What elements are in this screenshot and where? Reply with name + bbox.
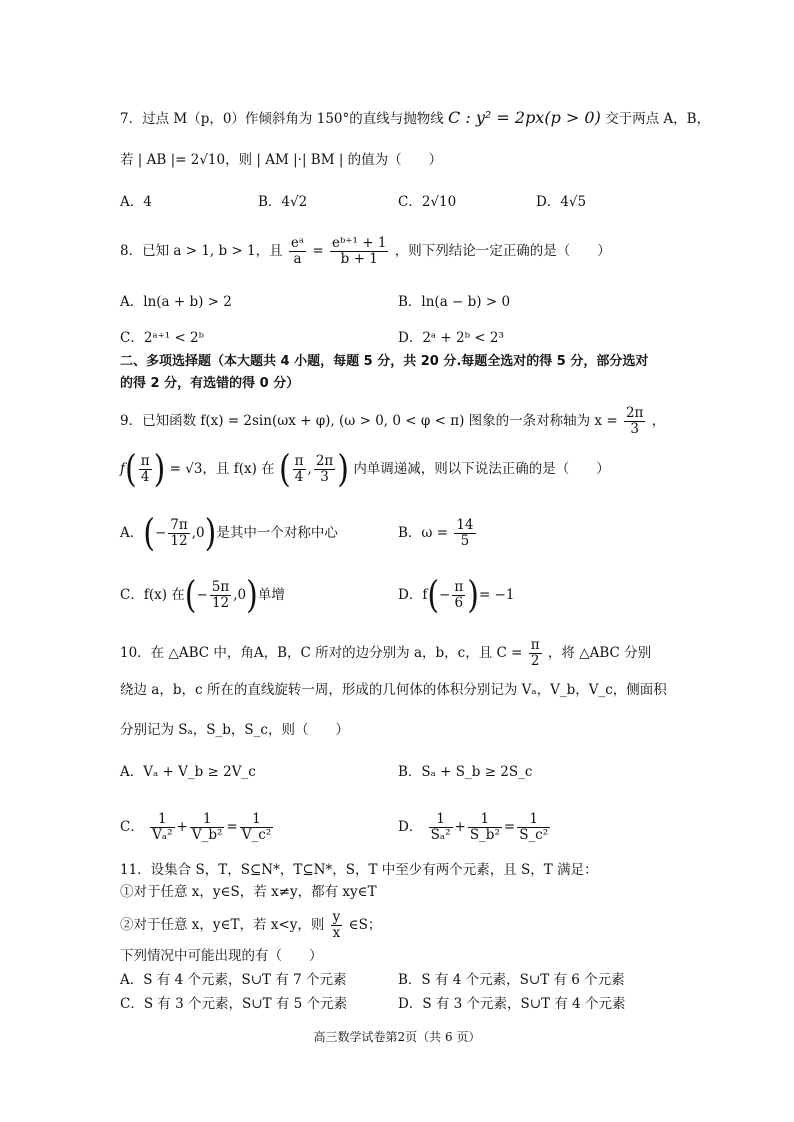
q8-stem-post: ，则下列结论一定正确的是（ ） (394, 243, 611, 259)
opt-label: C． (120, 819, 144, 835)
page-footer: 高三数学试卷第2页（共 6 页） (313, 1030, 481, 1044)
q10-option-d (398, 812, 552, 843)
frac-den: 3 (630, 421, 639, 437)
q8-option-a: A．ln(a + b) > 2 (120, 294, 232, 310)
cond2-pre: ②对于任意 x，y∈T，若 x<y，则 (120, 917, 325, 933)
frac-den: 12 (170, 533, 188, 549)
q9-stem-end: ， (651, 413, 666, 429)
q10-stem-b: ，将 △ABC 分别 (547, 645, 652, 661)
q10-stem-line1 (120, 638, 651, 669)
frac-num: 1 (190, 812, 225, 828)
q9-stem-line2: f( $\frac{\pi}{4}$ ) = √3，且 f(x) 在 ( $\frac{\pi}{4}$ , $\frac{2\pi}{3}$ ) 内单调递减，则以下说法正确的是（ ） (120, 447, 610, 491)
q11-option-a: A．S 有 4 个元素，S∪T 有 7 个元素 (120, 972, 347, 988)
q9-b-fraction (454, 518, 475, 549)
plus: + (176, 819, 188, 835)
q7-option-c: C．2√10 (398, 194, 457, 210)
q7-stem-line2: 若 | AB |= 2√10，则 | AM |·| BM | 的值为（ ） (120, 152, 443, 168)
frac-den: S_c² (519, 827, 549, 843)
frac-num: 5π (211, 579, 230, 595)
frac-num: 1 (468, 812, 502, 828)
frac-num: π (530, 637, 540, 653)
q9-d-fraction (452, 580, 465, 611)
q9-eq: = √3，且 f(x) 在 (169, 461, 275, 477)
frac-num: 1 (240, 812, 273, 828)
q9-l2-end: 内单调递减，则以下说法正确的是（ ） (353, 461, 610, 477)
frac-den: 5 (460, 533, 470, 549)
q10-stem-line3: 分别记为 Sₐ，S_b，S_c，则（ ） (120, 722, 349, 738)
frac-num: 2π (315, 453, 334, 469)
q8-option-c: C．2ᵃ⁺¹ < 2ᵇ (120, 330, 205, 346)
q10-d-frac3 (517, 812, 550, 843)
frac-num: 7π (170, 517, 188, 533)
q9-option-d: D．f(− $\frac{\pi}{6}$ )= −1 (398, 573, 515, 617)
cond2-post: ∈S； (348, 917, 382, 933)
q9-stem-line1 (120, 406, 665, 437)
q8-stem (120, 236, 611, 267)
q9-c-fraction (210, 580, 231, 611)
opt-label: D．f (398, 587, 428, 603)
q9-arg-fraction (139, 454, 152, 485)
opt-label: D． (398, 819, 423, 835)
q9-interval-b (314, 454, 335, 485)
q11-stem: 11．设集合 S，T，S⊆N*，T⊆N*，S，T 中至少有两个元素，且 S，T 满足： (120, 862, 598, 878)
q11-ask: 下列情况中可能出现的有（ ） (120, 948, 323, 964)
q11-option-d: D．S 有 3 个元素，S∪T 有 4 个元素 (398, 996, 626, 1012)
frac-num: 2π (625, 405, 644, 421)
q7-stem-text: 7．过点 M（p，0）作倾斜角为 150°的直线与抛物线 (120, 111, 444, 127)
frac-num: π (294, 453, 304, 469)
opt-text: 是其中一个对称中心 (216, 525, 338, 541)
opt-text: 单增 (257, 587, 285, 603)
frac-den: 6 (454, 595, 464, 611)
frac-den: b + 1 (340, 251, 378, 267)
q9-axis-fraction (624, 406, 645, 437)
frac-den: 3 (320, 469, 329, 485)
q8-eq: = (312, 243, 324, 259)
q11-option-c: C．S 有 3 个元素，S∪T 有 5 个元素 (120, 996, 348, 1012)
q7-option-d: D．4√5 (536, 194, 587, 210)
frac-num: 1 (429, 812, 453, 828)
q10-option-c (120, 812, 275, 843)
q10-c-fraction (529, 638, 542, 669)
q9-stem: 9．已知函数 f(x) = 2sin(ωx + φ), (ω > 0, 0 < φ < π) 图象的一条对称轴为 x = (120, 413, 618, 429)
frac-den: 12 (211, 595, 230, 611)
section-heading-line1: 二、多项选择题（本大题共 4 小题，每题 5 分，共 20 分.每题全选对的得 5 分，部分选对 (120, 354, 649, 369)
section-heading-line2: 的得 2 分，有选错的得 0 分） (120, 376, 300, 391)
q11-fraction (331, 910, 343, 941)
q7-parabola: C : y² = 2px(p > 0) (448, 108, 601, 127)
q8-fraction-1 (289, 236, 306, 267)
frac-den: Vₐ² (152, 827, 173, 843)
q7-stem-line1 (120, 108, 710, 129)
frac-num: eᵇ⁺¹ + 1 (332, 235, 387, 251)
q10-c-frac1 (150, 812, 174, 843)
q10-c-frac2 (190, 812, 225, 843)
q10-d-frac2 (468, 812, 502, 843)
q9-option-a: A．(− $\frac{7\pi}{12}$ ,0)是其中一个对称中心 (120, 511, 338, 555)
q10-stem: 10．在 △ABC 中，角A，B，C 所对的边分别为 a，b，c，且 C = (120, 645, 523, 661)
opt-label: B．ω = (398, 525, 449, 541)
q9-interval-a (293, 454, 306, 485)
q10-c-frac3 (240, 812, 273, 843)
frac-den: 4 (140, 469, 150, 485)
frac-num: π (454, 579, 464, 595)
q8-option-d: D．2ᵃ + 2ᵇ < 2³ (398, 330, 504, 346)
q11-condition-1: ①对于任意 x，y∈S，若 x≠y，都有 xy∈T (120, 884, 377, 900)
q8-stem-pre: 8．已知 a > 1, b > 1，且 (120, 243, 283, 259)
frac-den: S_b² (469, 827, 500, 843)
q10-option-b: B．Sₐ + S_b ≥ 2S_c (398, 764, 533, 780)
q10-stem-line2: 绕边 a，b，c 所在的直线旋转一周，形成的几何体的体积分别记为 Vₐ，V_b，V_c，侧面积 (120, 682, 667, 698)
frac-den: 4 (294, 469, 304, 485)
q7-stem-text2: 交于两点 A，B， (605, 111, 711, 127)
q9-f: f (120, 461, 125, 477)
frac-num: 14 (456, 517, 474, 533)
frac-num: eᵃ (290, 235, 305, 251)
q7-option-b: B．4√2 (258, 194, 308, 210)
opt-text: = −1 (478, 587, 515, 603)
q8-fraction-2 (330, 236, 388, 267)
frac-num: 1 (517, 812, 550, 828)
q9-option-b (398, 518, 478, 549)
frac-den: x (332, 925, 341, 941)
q11-condition-2 (120, 910, 381, 941)
frac-den: V_b² (191, 827, 223, 843)
frac-den: Sₐ² (430, 827, 451, 843)
q9-a-fraction (168, 518, 189, 549)
plus: + (454, 819, 466, 835)
frac-den: V_c² (241, 827, 272, 843)
opt-label: A． (120, 525, 144, 541)
equals: = (226, 819, 238, 835)
q10-option-a: A．Vₐ + V_b ≥ 2V_c (120, 764, 256, 780)
frac-num: 1 (150, 812, 174, 828)
opt-label: C．f(x) 在 (120, 587, 185, 603)
q7-option-a: A．4 (120, 194, 152, 210)
frac-num: y (332, 909, 341, 925)
q11-option-b: B．S 有 4 个元素，S∪T 有 6 个元素 (398, 972, 625, 988)
q8-option-b: B．ln(a − b) > 0 (398, 294, 511, 310)
frac-den: a (293, 251, 302, 267)
frac-num: π (140, 453, 150, 469)
q10-d-frac1 (429, 812, 453, 843)
q9-option-c: C．f(x) 在(− $\frac{5\pi}{12}$ ,0)单增 (120, 573, 285, 617)
equals: = (503, 819, 516, 835)
frac-den: 2 (530, 653, 540, 669)
